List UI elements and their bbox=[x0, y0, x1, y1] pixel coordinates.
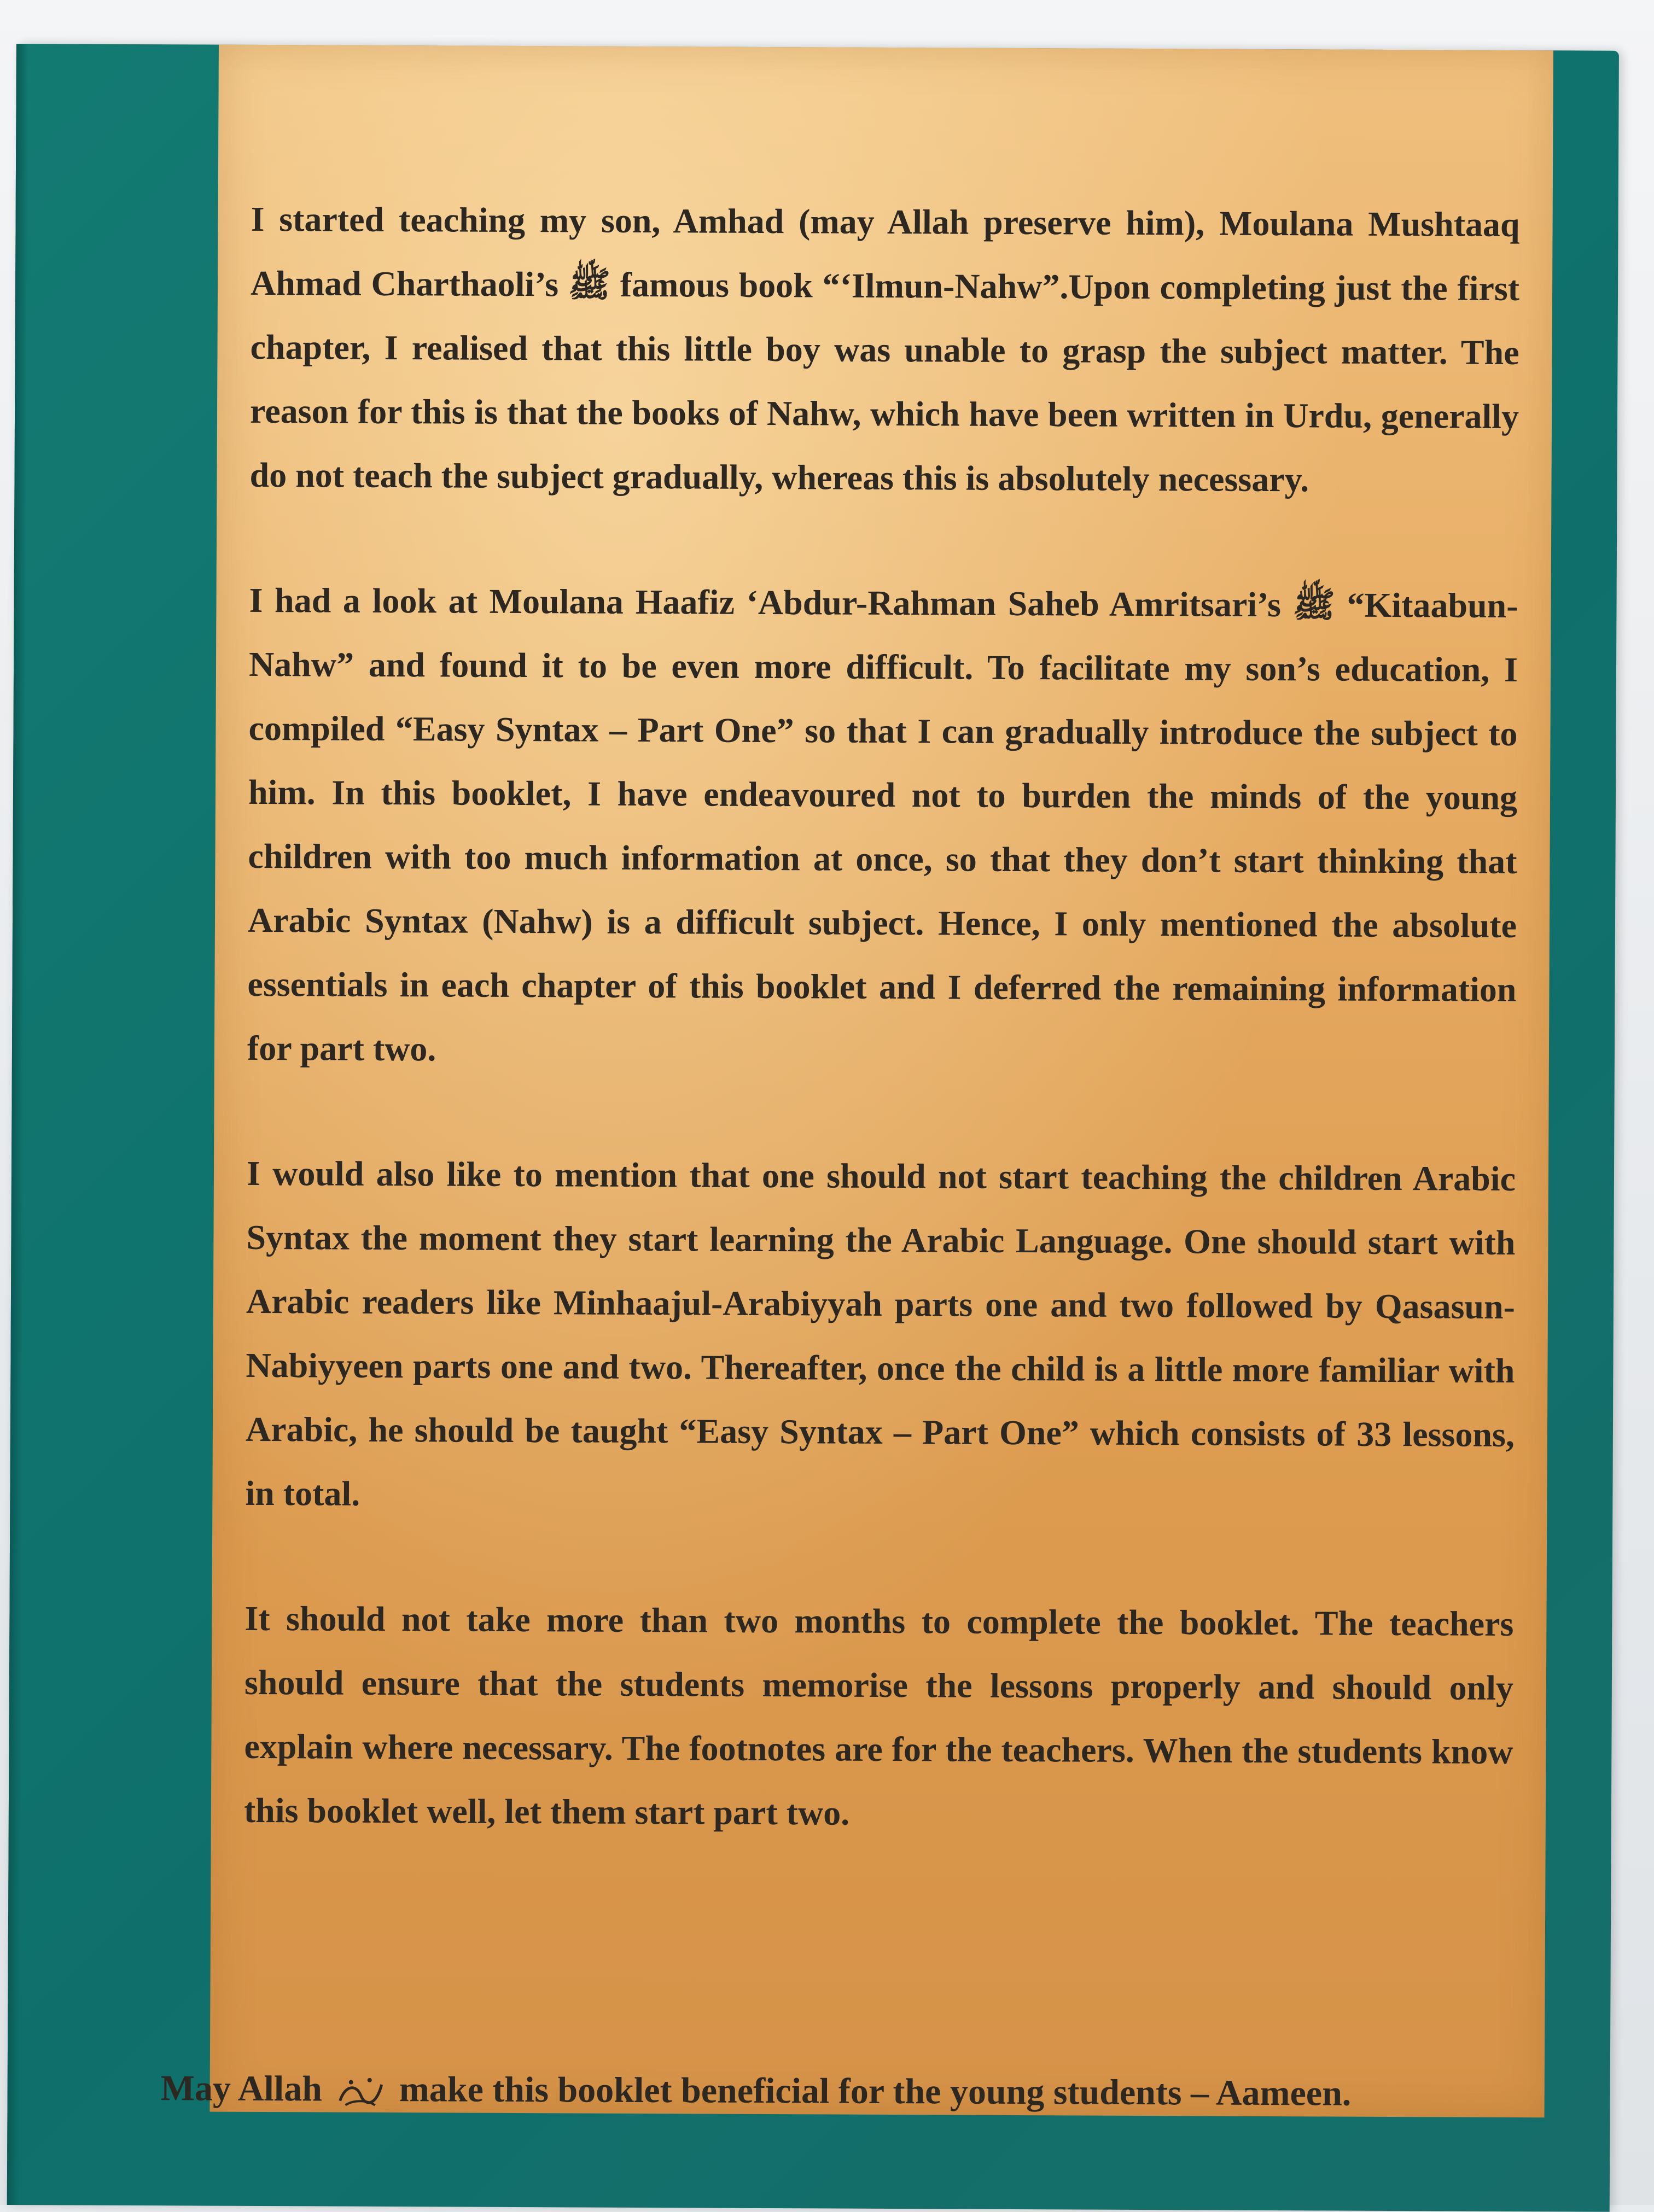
paragraph-1: I started teaching my son, Amhad (may Allah preserve him), Moulana Mushtaaq Ahmad Charthaoli’s ﷺ famous book “‘Ilmun-Nahw”.Upon completing just the first chapter, I realised that this little boy was unable to grasp the subject matter. The reason for this is that the books of Nahw, which have been written in Urdu, generally do not teach the subject gradually, whereas this is absolutely necessary. bbox=[249, 199, 1520, 499]
closing-after: make this booklet beneficial for the young students – Aameen. bbox=[399, 2069, 1352, 2114]
paragraph-4: It should not take more than two months to complete the booklet. The teachers should ensure that the students memorise the lessons properly and should only explain where necessary. The footnotes are for the teachers. When the students know this booklet well, let them start part two. bbox=[243, 1598, 1514, 1832]
body-text bbox=[243, 187, 1520, 1909]
arabic-honorific-icon bbox=[334, 2073, 387, 2111]
closing-before: May Allah bbox=[160, 2068, 323, 2109]
text-panel bbox=[160, 45, 1553, 2118]
paragraph-2: I had a look at Moulana Haafiz ‘Abdur-Rahman Saheb Amritsari’s ﷺ “Kitaabun-Nahw” and found it to be even more difficult. To facilitate my son’s education, I compiled “Easy Syntax – Part One” so that I can gradually introduce the subject to him. In this booklet, I have endeavoured not to burden the minds of the young children with too much information at once, so that they don’t start thinking that Arabic Syntax (Nahw) is a difficult subject. Hence, I only mentioned the absolute essentials in each chapter of this booklet and I deferred the remaining information for part two. bbox=[247, 580, 1518, 1069]
paragraph-3: I would also like to mention that one should not start teaching the children Arabic Syntax the moment they start learning the Arabic Language. One should start with Arabic readers like Minhaajul-Arabiyyah parts one and two followed by Qasasun-Nabiyyeen parts one and two. Thereafter, once the child is a little more familiar with Arabic, he should be taught “Easy Syntax – Part One” which consists of 33 lessons, in total. bbox=[245, 1153, 1516, 1513]
closing-line bbox=[161, 2068, 1352, 2116]
book-back-cover bbox=[7, 44, 1619, 2212]
